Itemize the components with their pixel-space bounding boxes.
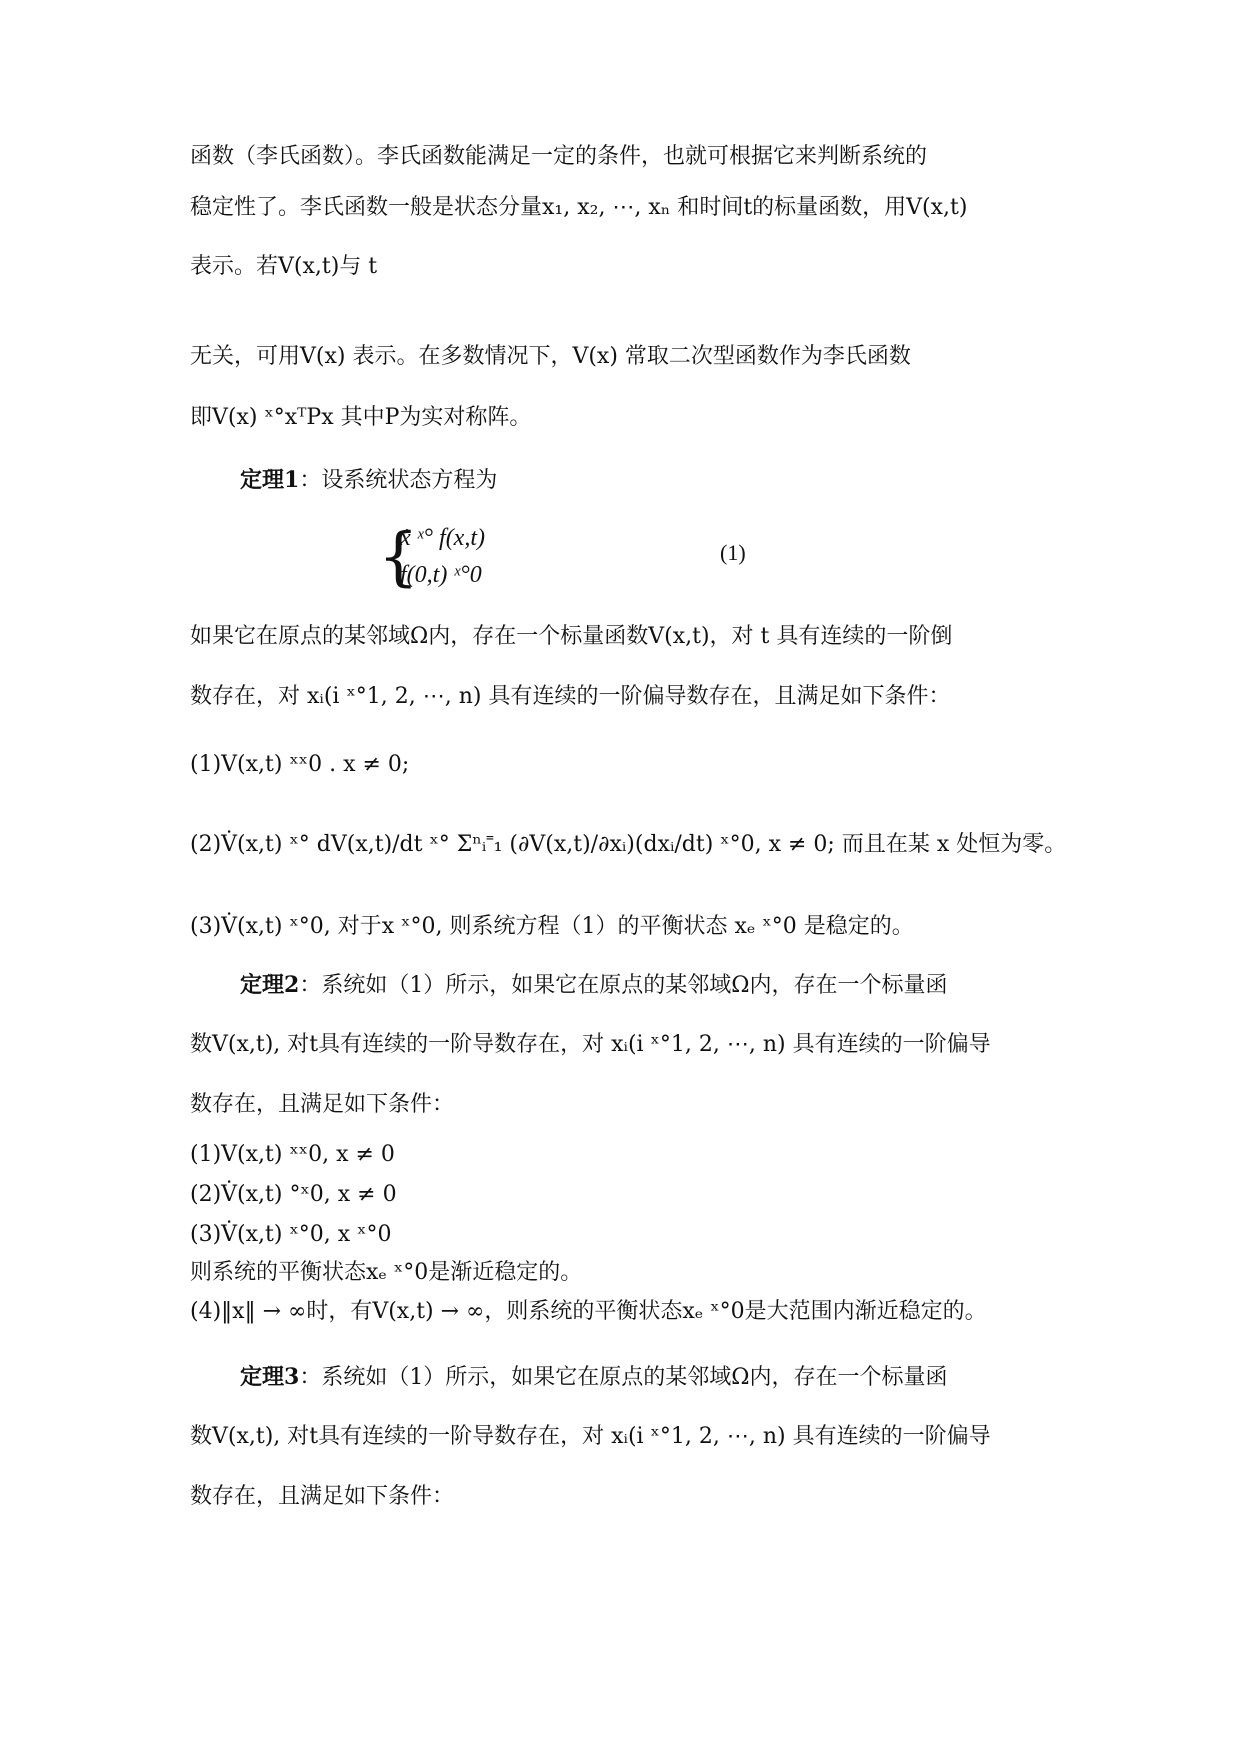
text-line: 如果它在原点的某邻域Ω内，存在一个标量函数V(x,t)，对 t 具有连续的一阶倒: [190, 624, 953, 649]
theorem-label: 定理1: [240, 467, 300, 493]
text-line: 数存在，对 xᵢ(i ˣ°1, 2, ⋯, n) 具有连续的一阶偏导数存在，且满足如下条件：: [190, 684, 951, 709]
equation-number: (1): [720, 540, 746, 565]
text-line: 数存在，且满足如下条件：: [190, 1484, 455, 1509]
text-line: 无关，可用V(x) 表示。在多数情况下，V(x) 常取二次型函数作为李氏函数: [190, 344, 911, 369]
condition-line: (2)V̇(x,t) °ˣ0, x ≠ 0: [190, 1182, 397, 1207]
theorem-2-heading: [240, 970, 948, 1001]
text-line: 数V(x,t), 对t具有连续的一阶导数存在，对 xᵢ(i ˣ°1, 2, ⋯, n) 具有连续的一阶偏导: [190, 1032, 991, 1057]
text-line: 表示。若V(x,t)与 t: [190, 254, 378, 279]
equation-line-b: f(0,t) ˣ°0: [400, 562, 482, 588]
theorem-text: ：系统如（1）所示，如果它在原点的某邻域Ω内，存在一个标量函: [299, 973, 948, 998]
condition-line: (3)V̇(x,t) ˣ°0, x ˣ°0: [190, 1222, 392, 1247]
condition-line: (3)V̇(x,t) ˣ°0, 对于x ˣ°0, 则系统方程（1）的平衡状态 xₑ ˣ°0 是稳定的。: [190, 914, 914, 939]
condition-line: (1)V(x,t) ˣˣ0, x ≠ 0: [190, 1142, 395, 1167]
theorem-1-heading: [240, 465, 497, 496]
condition-line: (1)V(x,t) ˣˣ0 . x ≠ 0;: [190, 752, 410, 777]
condition-line: (2)V̇(x,t) ˣ° dV(x,t)/dt ˣ° Σⁿᵢ˭₁ (∂V(x,t)/∂xᵢ)(dxᵢ/dt) ˣ°0, x ≠ 0; 而且在某 x 处恒为零。: [190, 832, 1067, 857]
theorem-intro: ：设系统状态方程为: [299, 468, 498, 493]
condition-line: 则系统的平衡状态xₑ ˣ°0是渐近稳定的。: [190, 1260, 583, 1285]
text-line: 即V(x) ˣ°xᵀPx 其中P为实对称阵。: [190, 405, 532, 430]
text-line: 稳定性了。李氏函数一般是状态分量x₁, x₂, ⋯, xₙ 和时间t的标量函数，用V(x,t): [190, 195, 968, 220]
theorem-text: ：系统如（1）所示，如果它在原点的某邻域Ω内，存在一个标量函: [299, 1365, 948, 1390]
equation-brace: {: [378, 520, 419, 594]
condition-line: (4)‖x‖ → ∞时，有V(x,t) → ∞，则系统的平衡状态xₑ ˣ°0是大范围内渐近稳定的。: [190, 1299, 987, 1324]
theorem-3-heading: [240, 1362, 948, 1393]
theorem-label: 定理3: [240, 1364, 300, 1390]
text-line: 函数（李氏函数）。李氏函数能满足一定的条件，也就可根据它来判断系统的: [190, 144, 928, 169]
text-line: 数存在，且满足如下条件：: [190, 1092, 455, 1117]
theorem-label: 定理2: [240, 972, 300, 998]
equation-line-a: ẋ ˣ° f(x,t): [400, 525, 485, 551]
text-line: 数V(x,t), 对t具有连续的一阶导数存在，对 xᵢ(i ˣ°1, 2, ⋯, n) 具有连续的一阶偏导: [190, 1424, 991, 1449]
